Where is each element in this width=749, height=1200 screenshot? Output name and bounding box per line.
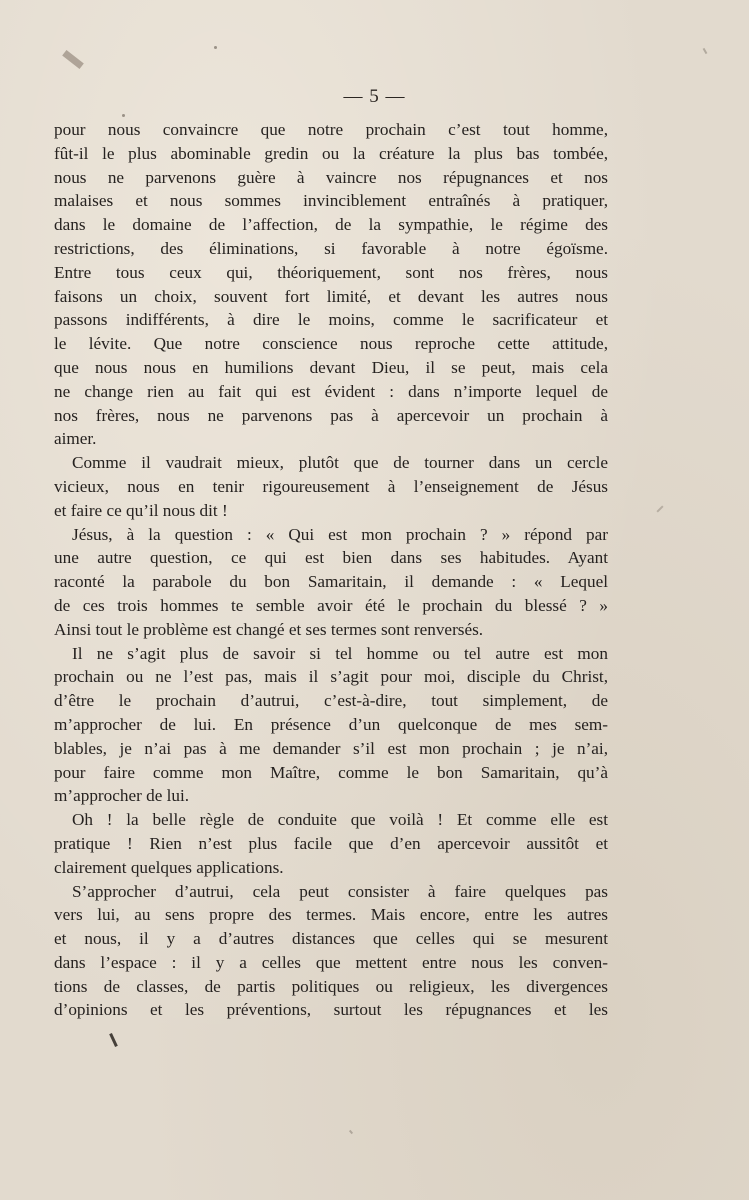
text-line: ne change rien au fait qui est évident : dans n’importe lequel de [54,381,608,401]
text-line: dans l’espace : il y a celles que mettent entre nous les conven- [54,952,608,972]
text-line: pratique ! Rien n’est plus facile que d’en apercevoir aussitôt et [54,833,608,853]
text-line: pour faire comme mon Maître, comme le bon Samaritain, qu’à [54,762,608,782]
text-line: blables, je n’ai pas à me demander s’il est mon prochain ; je n’ai, [54,738,608,758]
text-line: et faire ce qu’il nous dit ! [54,500,228,520]
text-line: dans le domaine de l’affection, de la sympathie, le régime des [54,215,608,235]
text-line: prochain ou ne l’est pas, mais il s’agit pour moi, disciple du Christ, [54,667,608,687]
ink-mark [109,1033,118,1047]
text-line: nos frères, nous ne parvenons pas à apercevoir un prochain à [54,405,608,425]
text-line: vers lui, au sens propre des termes. Mais encore, entre les autres [54,905,608,925]
text-line: m’approcher de lui. En présence d’un quelconque de mes sem- [54,714,608,734]
text-line: Jésus, à la question : « Qui est mon prochain ? » répond par [72,524,608,544]
text-line: Comme il vaudrait mieux, plutôt que de tourner dans un cercle [72,453,608,473]
text-line: nous ne parvenons guère à vaincre nos répugnances et nos [54,167,608,187]
paper-speck [349,1130,353,1134]
text-line: Oh ! la belle règle de conduite que voilà ! Et comme elle est [72,810,608,830]
text-line: fût-il le plus abominable gredin ou la créature la plus bas tombée, [54,143,608,163]
text-line: vicieux, nous en tenir rigoureusement à l’enseignement de Jésus [54,476,608,496]
text-line: de ces trois hommes te semble avoir été le prochain du blessé ? » [54,595,608,615]
page-number: — 5 — [343,86,406,107]
text-line: et nous, il y a d’autres distances que celles qui se mesurent [54,929,608,949]
text-line: d’opinions et les préventions, surtout les répugnances et les [54,1000,608,1020]
text-line: m’approcher de lui. [54,786,190,806]
text-line: tions de classes, de partis politiques ou religieux, les divergences [54,976,608,996]
paper-speck [214,46,217,49]
text-line: d’être le prochain d’autrui, c’est-à-dire, tout simplement, de [54,691,608,711]
text-line: malaises et nous sommes invinciblement entraînés à pratiquer, [54,191,608,211]
paper-speck [656,505,663,512]
text-line: faisons un choix, souvent fort limité, et devant les autres nous [54,286,608,306]
text-line: Il ne s’agit plus de savoir si tel homme ou tel autre est mon [72,643,608,663]
text-line: le lévite. Que notre conscience nous reproche cette attitude, [54,334,608,354]
text-line: passons indifférents, à dire le moins, comme le sacrificateur et [54,310,608,330]
text-line: clairement quelques applications. [54,857,284,877]
text-line: pour nous convaincre que notre prochain c’est tout homme, [54,120,608,139]
paper-speck [703,48,708,54]
text-line: restrictions, des éliminations, si favorable à notre égoïsme. [54,238,608,258]
text-line: une autre question, ce qui est bien dans ses habitudes. Ayant [54,548,608,568]
ink-mark [62,50,84,69]
text-line: Entre tous ceux qui, théoriquement, sont nos frères, nous [54,262,608,282]
body-text [54,118,608,1022]
paper-speck [122,114,125,117]
text-line: raconté la parabole du bon Samaritain, il demande : « Lequel [54,572,608,592]
text-line: Ainsi tout le problème est changé et ses termes sont renversés. [54,619,484,639]
text-line: aimer. [54,429,97,449]
text-line: S’approcher d’autrui, cela peut consister à faire quelques pas [72,881,608,901]
text-line: que nous nous en humilions devant Dieu, il se peut, mais cela [54,357,608,377]
